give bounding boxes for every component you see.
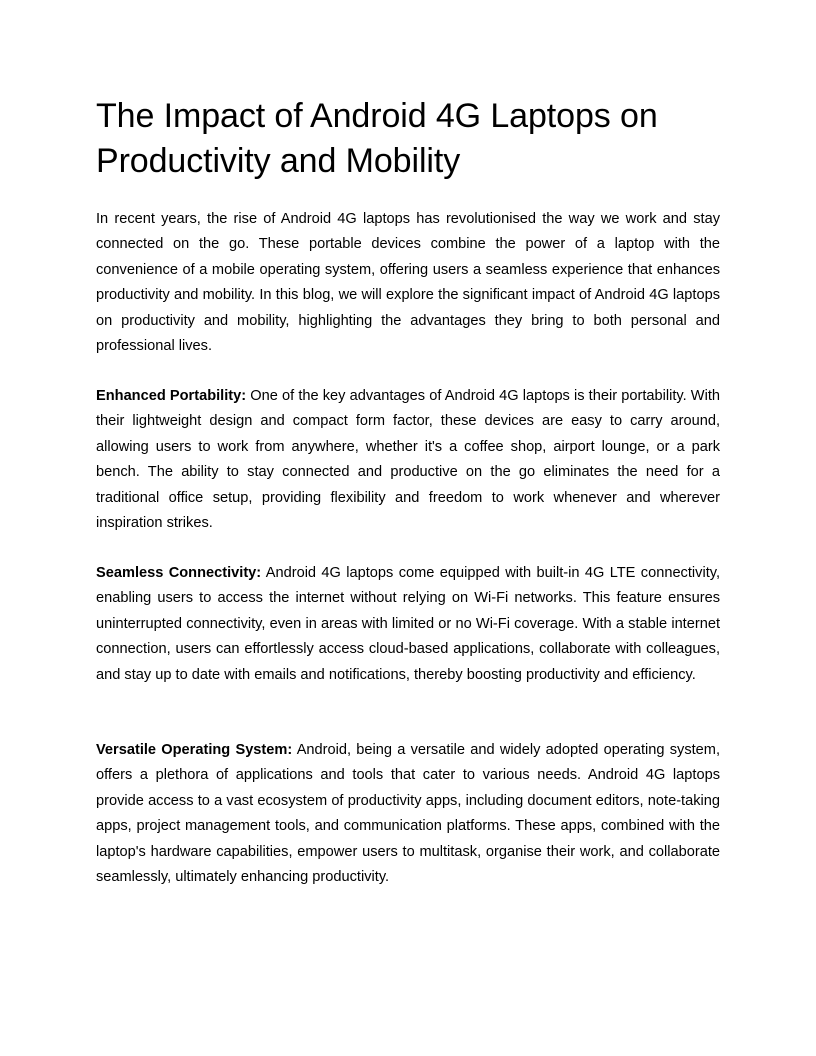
page-title: The Impact of Android 4G Laptops on Productivity and Mobility <box>96 97 658 180</box>
section-body-operating-system: Android, being a versatile and widely adopted operating system, offers a plethora of applications and tools that cater to various needs. Android 4G laptops provide access to a vast ecosystem of productivity apps, including document editors, note-taking apps, project management tools, and communication platforms. These apps, combined with the laptop's hardware capabilities, empower users to multitask, organise their work, and collaborate seamlessly, ultimately enhancing productivity. <box>96 742 721 886</box>
section-heading-connectivity: Seamless Connectivity: <box>96 565 262 581</box>
section-heading-portability: Enhanced Portability: <box>96 388 247 404</box>
section-body-connectivity: Android 4G laptops come equipped with built-in 4G LTE connectivity, enabling users to access the internet without relying on Wi-Fi networks. This feature ensures uninterrupted connectivity, even in areas with limited or no Wi-Fi coverage. With a stable internet connection, users can effortlessly access cloud-based applications, collaborate with colleagues, and stay up to date with emails and notifications, thereby boosting productivity and efficiency. <box>96 565 721 683</box>
section-operating-system <box>96 738 720 890</box>
section-body-portability: One of the key advantages of Android 4G laptops is their portability. With their lightweight design and compact form factor, these devices are easy to carry around, allowing users to work from anywhere, whether it's a coffee shop, airport lounge, or a park bench. The ability to stay connected and productive on the go eliminates the need for a traditional office setup, providing flexibility and freedom to work whenever and wherever inspiration strikes. <box>96 388 720 532</box>
section-portability <box>96 384 720 536</box>
section-connectivity <box>96 561 720 688</box>
section-heading-operating-system: Versatile Operating System: <box>96 742 293 758</box>
intro-paragraph: In recent years, the rise of Android 4G laptops has revolutionised the way we work and stay connected on the go. These portable devices combine the power of a laptop with the convenience of a mobile operating system, offering users a seamless experience that enhances productivity and mobility. In this blog, we will explore the significant impact of Android 4G laptops on productivity and mobility, highlighting the advantages they bring to both personal and professional lives. <box>96 211 720 355</box>
